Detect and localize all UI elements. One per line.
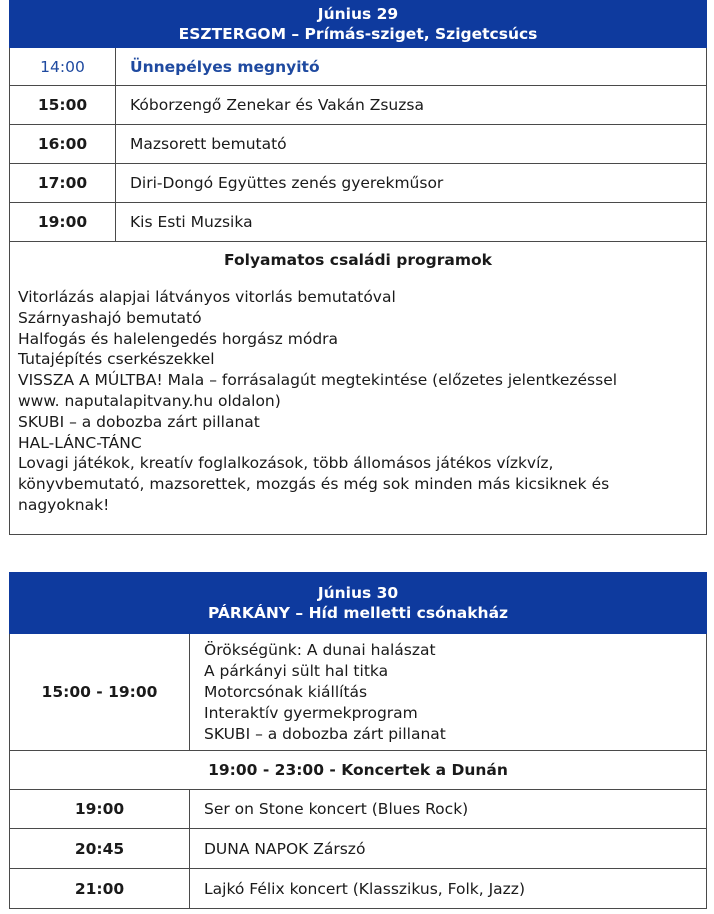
schedule-row (10, 164, 707, 203)
schedule-row (10, 203, 707, 242)
family-programs-list (10, 287, 706, 516)
schedule-row (10, 829, 707, 869)
schedule-table-day2 (9, 572, 707, 909)
schedule-row (10, 869, 707, 909)
time-cell: 21:00 (10, 869, 190, 909)
time-cell: 15:00 - 19:00 (10, 634, 190, 751)
schedule-row (10, 48, 707, 86)
time-cell: 16:00 (10, 125, 116, 164)
schedule-table-day1 (9, 0, 707, 535)
time-cell: 19:00 (10, 203, 116, 242)
activity-cell: Lajkó Félix koncert (Klasszikus, Folk, Jazz) (190, 869, 707, 909)
list-item: Szárnyashajó bemutató (18, 308, 202, 327)
list-item: Tutajépítés cserkészekkel (18, 350, 215, 369)
activity-cell: Ser on Stone koncert (Blues Rock) (190, 790, 707, 829)
concerts-title-row (10, 751, 707, 790)
list-item: Vitorlázás alapjai látványos vitorlás bemutatóval (18, 288, 396, 306)
day1-location: ESZTERGOM – Prímás-sziget, Szigetcsúcs (178, 25, 538, 43)
time-cell: 20:45 (10, 829, 190, 869)
day1-header (10, 1, 707, 48)
day2-header (10, 573, 707, 634)
list-item: Lovagi játékok, kreatív foglalkozások, több állomásos játékos vízkvíz, könyvbemutató, mazsorettek, mozgás és még sok minden más kicsiknek és nagyoknak! (18, 454, 610, 514)
list-item: Örökségünk: A dunai halászat (204, 640, 436, 659)
list-item: www. naputalapitvany.hu oldalon) (18, 391, 281, 410)
activity-cell: Mazsorett bemutató (116, 125, 707, 164)
list-item: VISSZA A MÚLTBA! Mala – forrásalagút megtekintése (előzetes jelentkezéssel (18, 371, 618, 390)
day1-date: Június 29 (317, 5, 399, 23)
family-programs-row (10, 242, 707, 535)
activity-cell: Diri-Dongó Együttes zenés gyerekműsor (116, 164, 707, 203)
program-block-list (190, 634, 707, 751)
activity-cell: Ünnepélyes megnyitó (116, 48, 707, 86)
list-item: Halfogás és halelengedés horgász módra (18, 329, 339, 348)
list-item: Interaktív gyermekprogram (204, 703, 418, 722)
time-cell: 14:00 (10, 48, 116, 86)
family-programs-title: Folyamatos családi programok (224, 251, 492, 269)
program-block-row (10, 634, 707, 751)
time-cell: 19:00 (10, 790, 190, 829)
list-item: Motorcsónak kiállítás (204, 682, 368, 701)
schedule-row (10, 790, 707, 829)
schedule-row (10, 125, 707, 164)
list-item: A párkányi sült hal titka (204, 661, 389, 680)
day2-location: PÁRKÁNY – Híd melletti csónakház (207, 604, 509, 622)
activity-cell: Kóborzengő Zenekar és Vakán Zsuzsa (116, 86, 707, 125)
time-cell: 17:00 (10, 164, 116, 203)
time-cell: 15:00 (10, 86, 116, 125)
concerts-title: 19:00 - 23:00 - Koncertek a Dunán (10, 751, 707, 790)
activity-cell: Kis Esti Muzsika (116, 203, 707, 242)
activity-cell: DUNA NAPOK Zárszó (190, 829, 707, 869)
day2-date: Június 30 (317, 584, 399, 602)
list-item: SKUBI – a dobozba zárt pillanat (204, 724, 446, 743)
schedule-row (10, 86, 707, 125)
list-item: HAL-LÁNC-TÁNC (18, 433, 142, 452)
list-item: SKUBI – a dobozba zárt pillanat (18, 412, 260, 431)
